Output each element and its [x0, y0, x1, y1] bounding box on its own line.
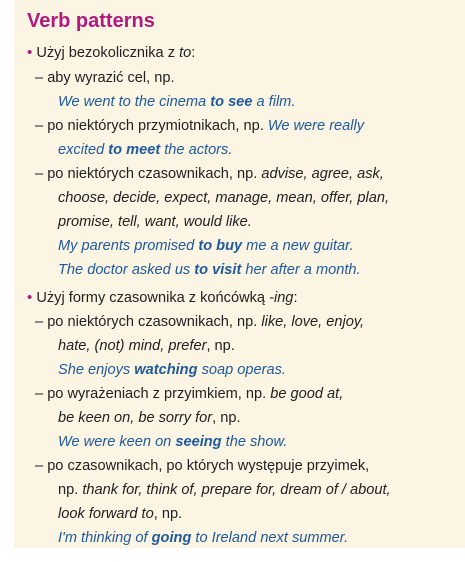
example-sentence: We went to the cinema to see a film. — [58, 94, 296, 110]
example-sentence: I'm thinking of going to Ireland next summer. — [58, 530, 349, 546]
page-title: Verb patterns — [27, 10, 155, 32]
rule-line: look forward to, np. — [58, 506, 183, 522]
rule-line: – po niektórych przymiotnikach, np. We were really — [35, 118, 365, 134]
rule-line: – po niektórych czasownikach, np. advise, agree, ask, — [35, 166, 384, 182]
example-sentence: My parents promised to buy me a new guitar. — [58, 238, 354, 254]
rule-line: – po wyrażeniach z przyimkiem, np. be good at, — [35, 386, 344, 402]
section-intro: • Użyj formy czasownika z końcówką -ing: — [27, 289, 298, 306]
rule-line: np. thank for, think of, prepare for, dream of / about, — [58, 482, 391, 498]
example-sentence: We were keen on seeing the show. — [58, 434, 288, 450]
example-sentence: The doctor asked us to visit her after a month. — [58, 262, 361, 278]
rule-line: – aby wyrazić cel, np. — [35, 70, 175, 86]
verb-list: promise, tell, want, would like. — [58, 214, 252, 230]
rule-line: – po niektórych czasownikach, np. like, love, enjoy, — [35, 314, 365, 330]
bullet-point: • — [27, 44, 33, 61]
section-intro: • Użyj bezokolicznika z to: — [27, 44, 196, 61]
example-sentence: excited to meet the actors. — [58, 142, 233, 158]
example-sentence: She enjoys watching soap operas. — [58, 362, 286, 378]
rule-line: – po czasownikach, po których występuje przyimek, — [35, 458, 370, 474]
rule-line: hate, (not) mind, prefer, np. — [58, 338, 235, 354]
rule-line: be keen on, be sorry for, np. — [58, 410, 241, 426]
verb-list: choose, decide, expect, manage, mean, offer, plan, — [58, 190, 390, 206]
bullet-point: • — [27, 289, 33, 306]
